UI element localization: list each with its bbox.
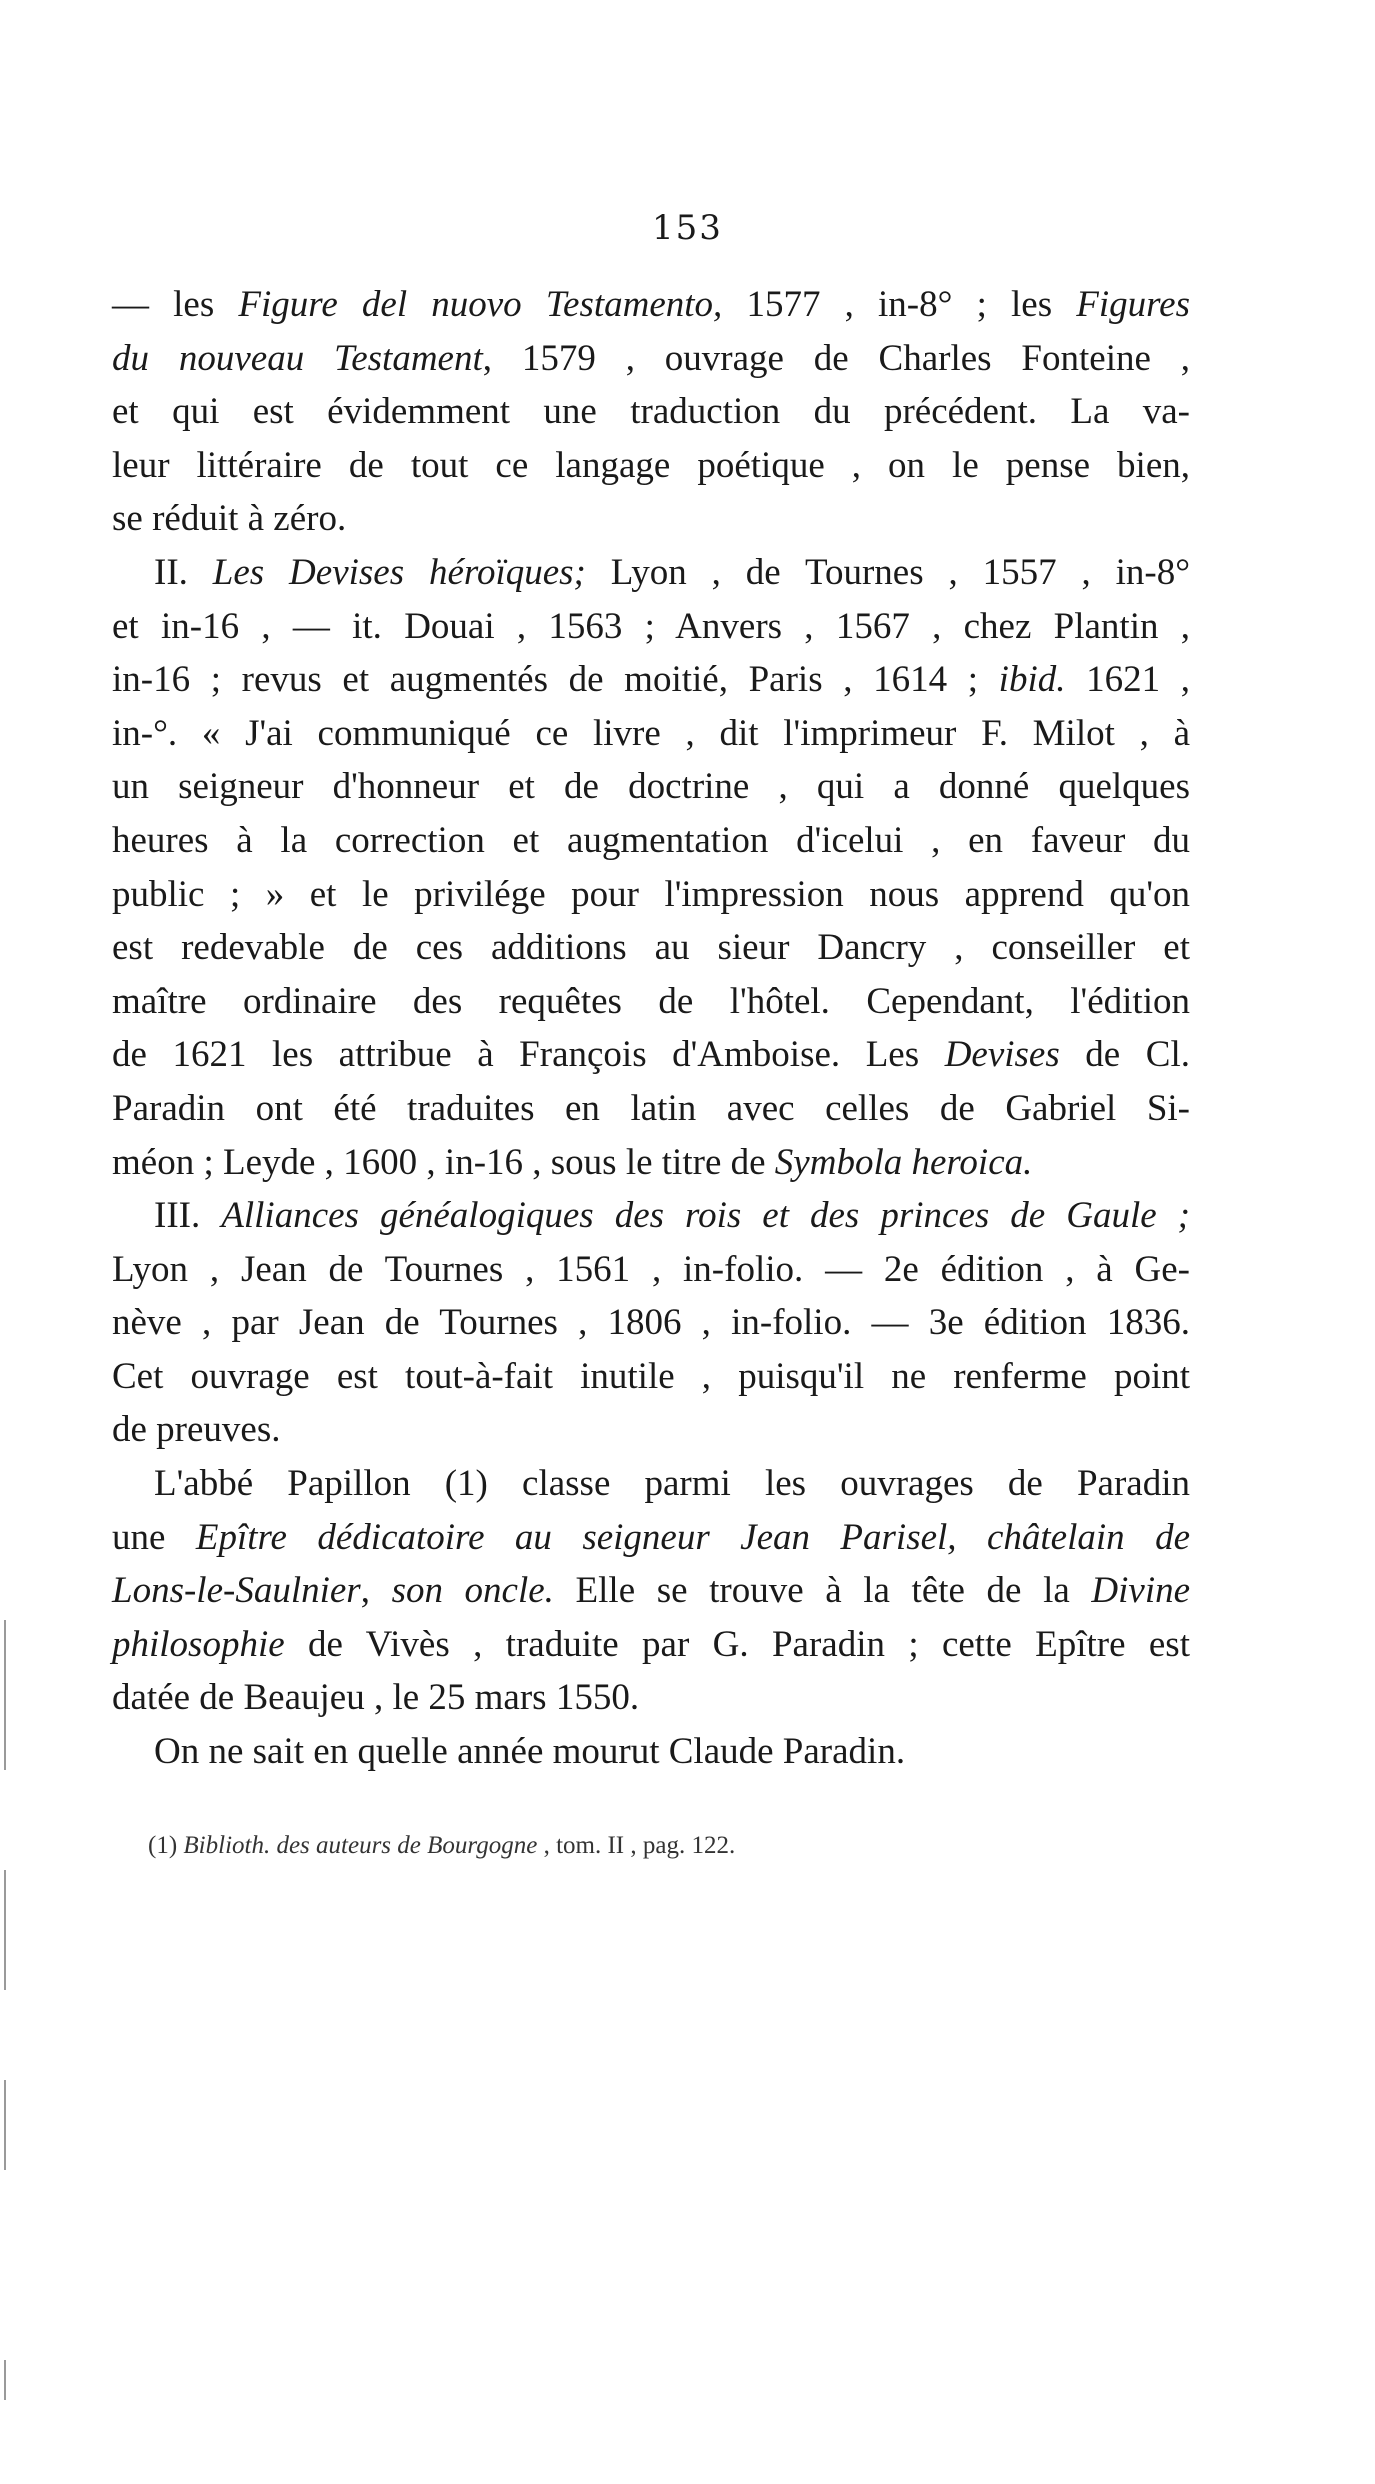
text-run: (1) — [148, 1832, 184, 1859]
text-line — [112, 1457, 1190, 1511]
text-line — [112, 1671, 1190, 1725]
text-line — [112, 1618, 1190, 1672]
text-line — [112, 707, 1190, 761]
text-run: Les Devises héroïques; — [212, 551, 586, 593]
text-line — [112, 653, 1190, 707]
text-run: II. — [154, 551, 213, 593]
text-line — [112, 1136, 1190, 1190]
text-line — [112, 600, 1190, 654]
text-run: , 1579 , ouvrage de Charles Fonteine , — [482, 337, 1190, 379]
text-run: philosophie — [112, 1623, 285, 1665]
text-run: public ; » et le privilége pour l'impression nous apprend qu'on — [112, 873, 1190, 915]
text-run: Alliances généalogiques des rois et des princes de Gaule ; — [221, 1195, 1190, 1237]
text-run: Paradin ont été traduites en latin avec celles de Gabriel Si- — [112, 1087, 1190, 1129]
text-line — [112, 1725, 1190, 1779]
text-run: Divine — [1091, 1570, 1191, 1612]
text-run: — les — [112, 284, 239, 325]
text-run: leur littéraire de tout ce langage poétique , on le pense bien, — [112, 444, 1190, 486]
margin-mark — [4, 1870, 6, 1990]
text-run: Lons-le-Saulnier — [112, 1570, 361, 1612]
text-line — [112, 1403, 1190, 1457]
text-line — [112, 1296, 1190, 1350]
text-run: maître ordinaire des requêtes de l'hôtel. Cependant, l'édition — [112, 980, 1190, 1022]
text-run: et in-16 , — it. Douai , 1563 ; Anvers , 1567 , chez Plantin , — [112, 605, 1190, 647]
body-text — [112, 278, 1190, 1779]
text-run: Elle se trouve à la tête de la — [553, 1570, 1092, 1612]
text-run: et qui est évidemment une traduction du précédent. La va- — [112, 391, 1190, 433]
text-run: Cet ouvrage est tout-à-fait inutile , puisqu'il ne renferme point — [112, 1355, 1190, 1397]
text-line — [112, 439, 1190, 493]
text-line — [112, 1243, 1190, 1297]
text-line — [112, 385, 1190, 439]
text-line — [112, 1189, 1190, 1243]
footnote — [148, 1832, 735, 1860]
text-run: Figures — [1076, 284, 1190, 325]
text-run: Devises — [944, 1034, 1060, 1076]
text-run: se réduit à zéro. — [112, 498, 347, 540]
text-run: Lyon , de Tournes , 1557 , in-8° — [585, 551, 1190, 593]
text-run: méon ; Leyde , 1600 , in-16 , sous le titre de — [112, 1141, 775, 1183]
text-line — [112, 1564, 1190, 1618]
text-run: 1621 , — [1065, 659, 1191, 701]
text-run: in-16 ; revus et augmentés de moitié, Paris , 1614 ; — [112, 659, 999, 701]
text-run: heures à la correction et augmentation d'icelui , en faveur du — [112, 819, 1190, 861]
page-number: 153 — [652, 208, 723, 248]
text-line — [112, 868, 1190, 922]
text-line — [112, 1028, 1190, 1082]
text-line — [112, 492, 1190, 546]
text-line — [112, 760, 1190, 814]
text-run: Lyon , Jean de Tournes , 1561 , in-folio. — 2e édition , à Ge- — [112, 1248, 1190, 1290]
text-line — [112, 921, 1190, 975]
text-run: datée de Beaujeu , le 25 mars 1550. — [112, 1677, 640, 1719]
text-line — [112, 278, 1190, 332]
text-line — [112, 1511, 1190, 1565]
text-line — [112, 975, 1190, 1029]
text-run: de 1621 les attribue à François d'Amboise. Les — [112, 1034, 945, 1076]
text-run: in-°. « J'ai communiqué ce livre , dit l'imprimeur F. Milot , à — [112, 712, 1190, 754]
margin-mark — [4, 1620, 6, 1770]
text-run: de Cl. — [1059, 1034, 1190, 1076]
text-run: III. — [154, 1195, 222, 1237]
text-run: nève , par Jean de Tournes , 1806 , in-folio. — 3e édition 1836. — [112, 1302, 1190, 1344]
text-line — [112, 1082, 1190, 1136]
text-run: Symbola heroica. — [774, 1141, 1033, 1183]
text-run: du nouveau Testament — [112, 337, 483, 379]
margin-mark — [4, 2080, 6, 2170]
text-run: 1577 , in-8° ; les — [722, 284, 1077, 325]
margin-mark — [4, 2360, 6, 2400]
text-run: , tom. II , pag. 122. — [537, 1832, 736, 1859]
text-run: Epître dédicatoire au seigneur Jean Parisel, châtelain de — [195, 1516, 1190, 1558]
text-run: de preuves. — [112, 1409, 281, 1451]
text-line — [112, 814, 1190, 868]
text-line — [112, 1350, 1190, 1404]
text-run: une — [112, 1516, 196, 1558]
text-run: de Vivès , traduite par G. Paradin ; cette Epître est — [284, 1623, 1190, 1665]
text-run: ibid. — [998, 659, 1066, 701]
text-run: un seigneur d'honneur et de doctrine , qui a donné quelques — [112, 766, 1190, 808]
text-run: , — [360, 1570, 392, 1612]
text-run: est redevable de ces additions au sieur Dancry , conseiller et — [112, 927, 1190, 969]
text-run: Figure del nuovo Testamento, — [238, 284, 723, 325]
text-run: Biblioth. des auteurs de Bourgogne — [183, 1832, 538, 1859]
text-line — [112, 332, 1190, 386]
text-line — [112, 546, 1190, 600]
text-run: L'abbé Papillon (1) classe parmi les ouvrages de Paradin — [154, 1463, 1190, 1505]
text-run: son oncle. — [391, 1570, 554, 1612]
text-run: On ne sait en quelle année mourut Claude Paradin. — [154, 1731, 906, 1773]
